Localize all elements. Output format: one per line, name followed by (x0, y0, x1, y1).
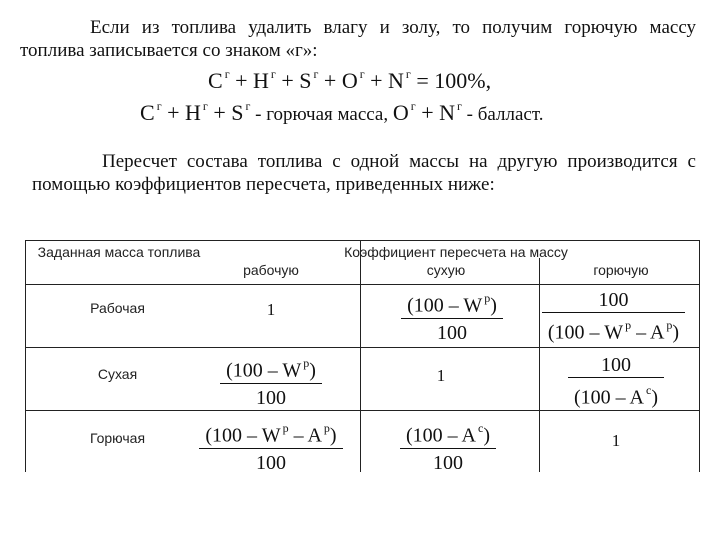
coef-dry-working: $\frac{(100 - W ^p)}{100}$ (206, 353, 336, 410)
coef-working-combustible: $\frac{100}{(100 - W ^p - A ^p)}$ (531, 288, 696, 345)
table-border (26, 284, 699, 285)
equation-composition-sum: C $^г$ + H $^г$ + S $^г$ + O $^г$ + N $^г$ = 100%, (208, 66, 492, 93)
header-coefficient: Коэффициент пересчета на массу (344, 244, 568, 260)
coef-dry-combustible: $\frac{100}{(100 - A ^c)}$ (551, 353, 681, 410)
table-border (26, 410, 699, 411)
coef-combustible-working: $\frac{(100 - W ^p - A ^p)}{100}$ (186, 418, 356, 475)
header-working: рабочую (243, 262, 299, 278)
row-label-working: Рабочая (90, 300, 145, 316)
paragraph-line: Пересчет состава топлива с одной массы на другую производится с (102, 151, 696, 172)
paragraph-recalculation (32, 150, 696, 196)
header-dry: сухую (426, 262, 466, 278)
row-label-combustible: Горючая (89, 430, 146, 446)
coef-combustible-dry: $\frac{(100 - A ^c)}{100}$ (378, 418, 518, 475)
coef-working-working: 1 (266, 300, 276, 319)
paragraph-line: Если из топлива удалить влагу и золу, то получим горючую массу (90, 17, 696, 38)
paragraph-line: топлива записывается со знаком «г»: (20, 40, 318, 61)
header-given-mass: Заданная масса топлива (37, 244, 201, 260)
table-border (26, 347, 699, 348)
coef-working-dry: $\frac{(100 - W ^p)}{100}$ (382, 288, 522, 345)
conversion-table (25, 240, 700, 472)
row-label-dry: Сухая (97, 366, 138, 382)
equation-mass-definitions: C $^г$ + H $^г$ + S $^г$ - горючая масса, O $^г$ + N $^г$ - балласт. (140, 98, 544, 125)
paragraph-combustible-mass (20, 16, 696, 62)
paragraph-line: помощью коэффициентов пересчета, приведенных ниже: (32, 174, 495, 195)
coef-dry-dry: 1 (436, 366, 446, 385)
header-combustible: горючую (593, 262, 649, 278)
coef-combustible-combustible: 1 (611, 431, 621, 450)
table-border (26, 240, 699, 241)
table-border (360, 240, 361, 472)
